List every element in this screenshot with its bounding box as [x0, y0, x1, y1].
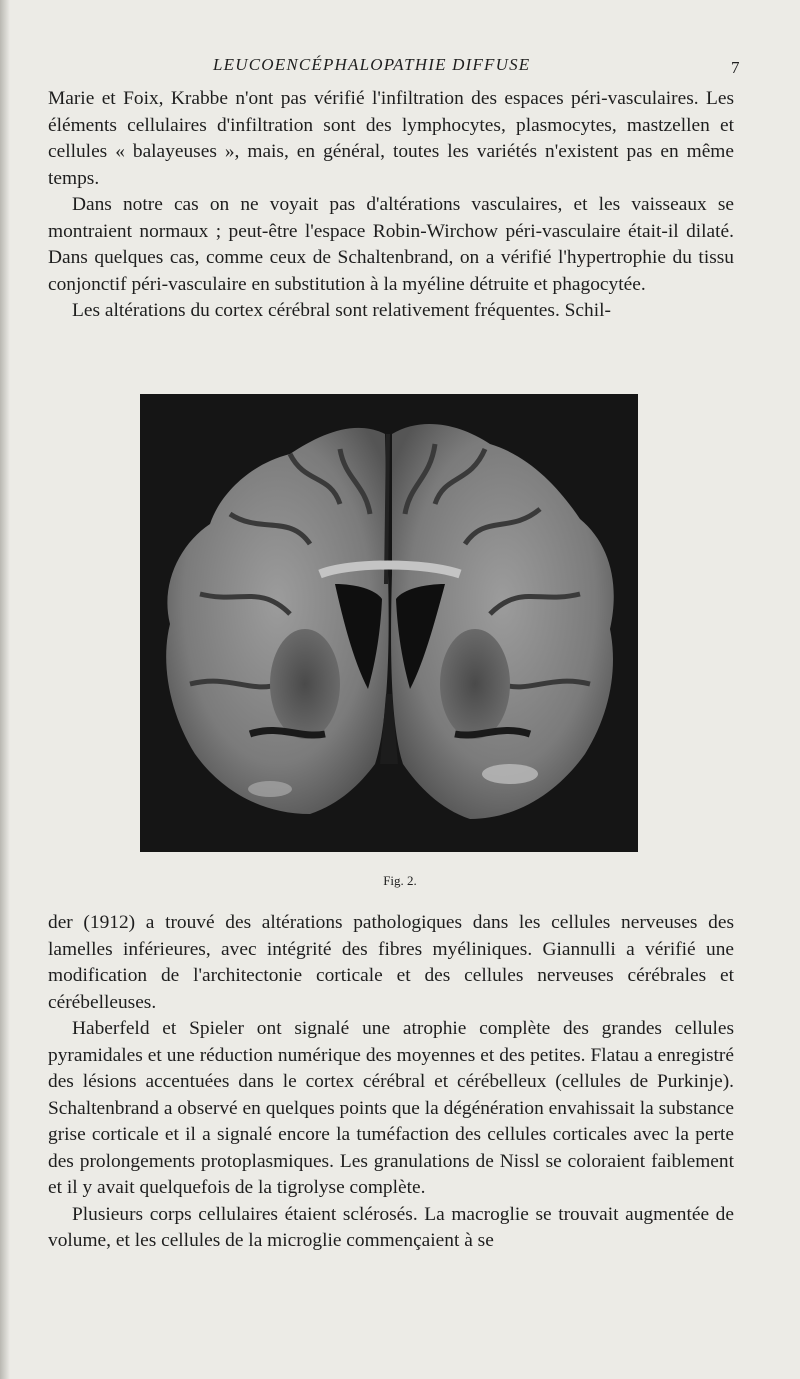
running-title: LEUCOENCÉPHALOPATHIE DIFFUSE: [213, 55, 531, 74]
page-edge-shadow: [0, 0, 10, 1379]
paragraph: der (1912) a trouvé des altérations pathologiques dans les cellules nerveuses des lamelles inférieures, avec intégrité des fibres myéliniques. Giannulli a vérifié une modification de l'architectonie corticale et des cellules nerveuses cérébrales et cérébelleuses.: [48, 912, 734, 1013]
brain-section-photograph: [140, 394, 638, 852]
paragraph: Les altérations du cortex cérébral sont relativement fréquentes. Schil-: [72, 300, 611, 321]
figure-caption: Fig. 2.: [383, 873, 417, 888]
body-text-bottom: [48, 910, 734, 1255]
paragraph: Dans notre cas on ne voyait pas d'altérations vasculaires, et les vaisseaux se montraient normaux ; peut-être l'espace Robin-Wirchow péri-vasculaire était-il dilaté. Dans quelques cas, comme ceux de Schaltenbrand, on a vérifié l'hypertrophie du tissu conjonctif péri-vasculaire en substitution à la myéline détruite et phagocytée.: [48, 194, 734, 295]
page-number: 7: [731, 58, 740, 77]
paragraph: Marie et Foix, Krabbe n'ont pas vérifié l'infiltration des espaces péri-vasculaires. Les éléments cellulaires d'infiltration sont des lymphocytes, plasmocytes, mastzellen et cellules « balayeuses », mais, en général, toutes les variétés n'existent pas en même temps.: [48, 88, 734, 189]
body-text-top: [48, 86, 734, 325]
paragraph: Haberfeld et Spieler ont signalé une atrophie complète des grandes cellules pyramidales et une réduction numérique des moyennes et des petites. Flatau a enregistré des lésions accentuées dans le cortex cérébral et cérébelleux (cellules de Purkinje). Schaltenbrand a observé en quelques points que la dégénération envahissait la substance grise corticale et il a signalé encore la tuméfaction des cellules corticales avec la perte des prolongements protoplasmiques. Les granulations de Nissl se coloraient faiblement et il y avait quelquefois de la tigrolyse complète.: [48, 1018, 734, 1198]
paragraph: Plusieurs corps cellulaires étaient sclérosés. La macroglie se trouvait augmentée de volume, et les cellules de la microglie commençaient à se: [48, 1203, 734, 1251]
